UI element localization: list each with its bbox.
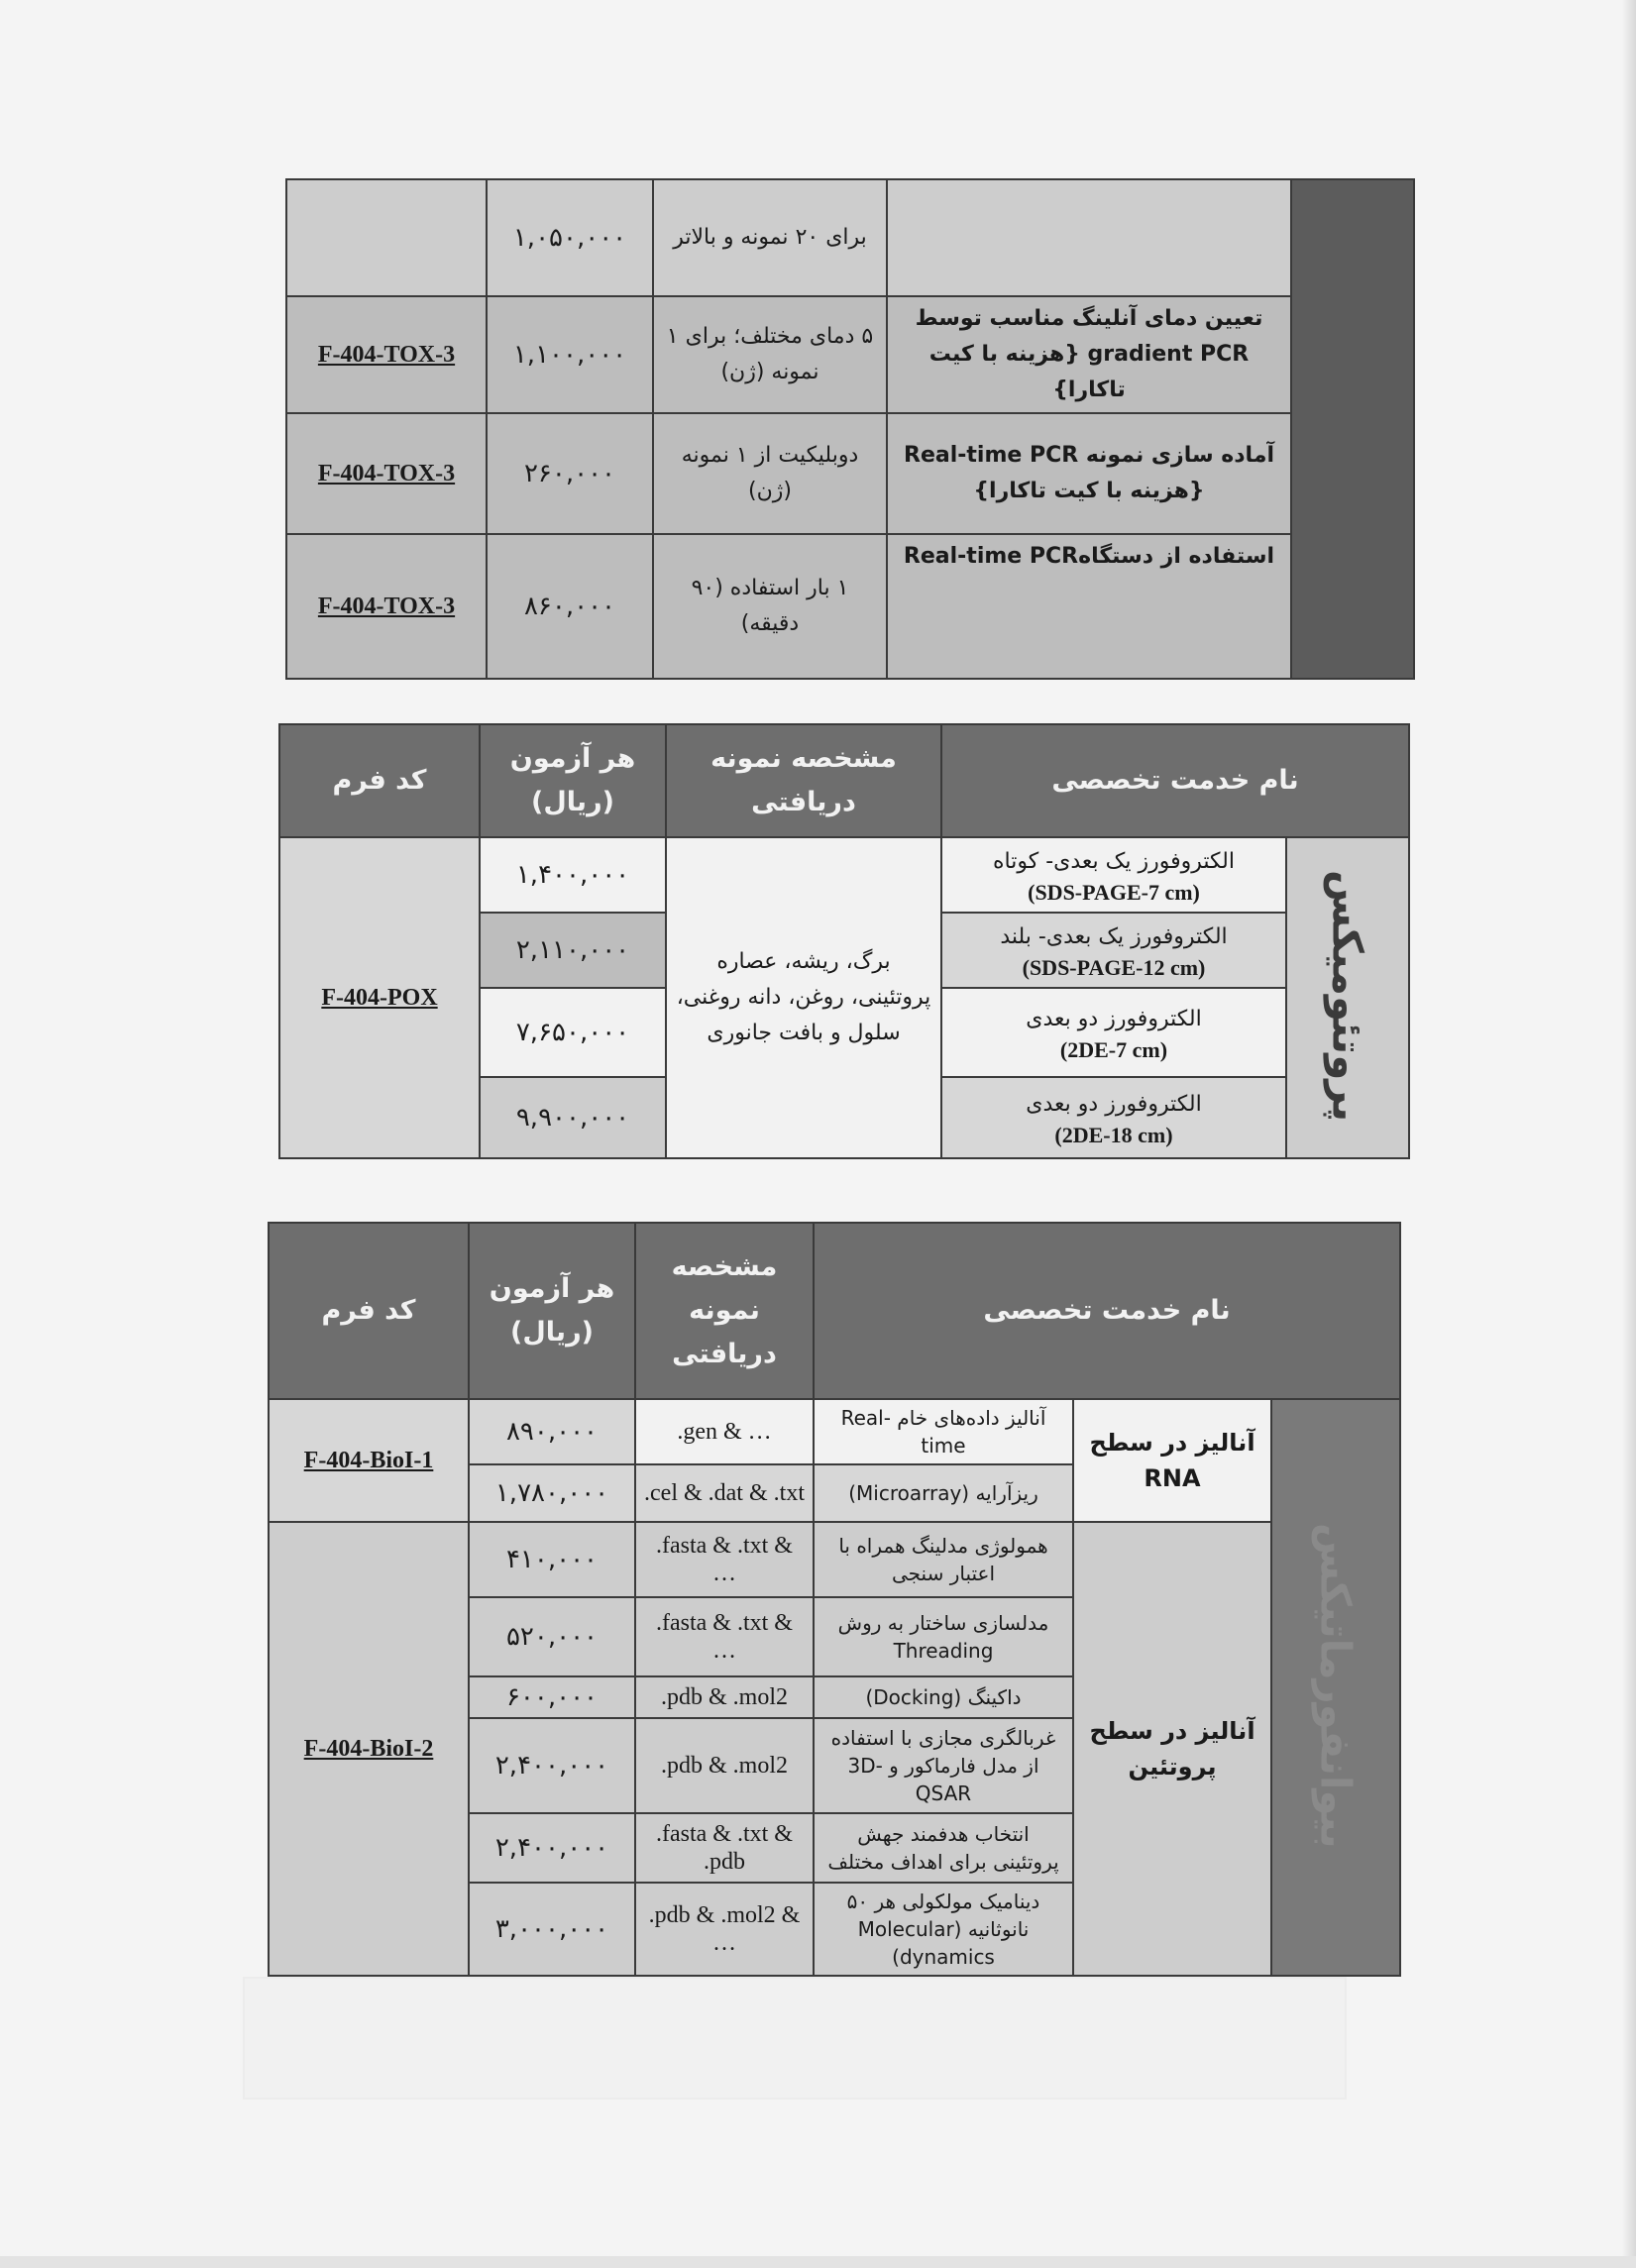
header-service: نام خدمت تخصصی bbox=[941, 724, 1409, 837]
service-name: الکتروفورز دو بعدی bbox=[1026, 1007, 1202, 1031]
sample-spec: .pdb & .mol2 bbox=[635, 1676, 814, 1718]
service-code: (SDS-PAGE-7 cm) bbox=[1028, 880, 1200, 905]
sample-spec: .gen & … bbox=[635, 1399, 814, 1464]
bottom-edge bbox=[0, 2256, 1636, 2268]
service-cell bbox=[941, 1077, 1286, 1158]
service-code: (SDS-PAGE-12 cm) bbox=[1022, 955, 1206, 980]
service-name: الکتروفورز دو بعدی bbox=[1026, 1092, 1202, 1117]
form-code: F-404-TOX-3 bbox=[286, 534, 487, 679]
form-code bbox=[286, 179, 487, 296]
price: ۲,۴۰۰,۰۰۰ bbox=[469, 1718, 635, 1813]
table-row bbox=[286, 413, 1414, 534]
service-name: تعیین دمای آنلینگ مناسب توسط gradient PCR {هزینه با کیت تاکارا} bbox=[887, 296, 1291, 413]
sample-spec: .cel & .dat & .txt bbox=[635, 1464, 814, 1522]
price: ۲,۱۱۰,۰۰۰ bbox=[480, 913, 666, 988]
header-sample: مشخصه نمونه دریافتی bbox=[666, 724, 941, 837]
table-row bbox=[279, 837, 1409, 913]
service-name: ریزآرایه (Microarray) bbox=[814, 1464, 1073, 1522]
sample-spec: ۱ بار استفاده (۹۰ دقیقه) bbox=[653, 534, 887, 679]
sample-spec: دوبلیکیت از ۱ نمونه (ژن) bbox=[653, 413, 887, 534]
form-code: F-404-BioI-1 bbox=[269, 1399, 469, 1522]
service-cell bbox=[941, 913, 1286, 988]
sample-spec: برای ۲۰ نمونه و بالاتر bbox=[653, 179, 887, 296]
price: ۹,۹۰۰,۰۰۰ bbox=[480, 1077, 666, 1158]
analysis-level: آنالیز در سطح RNA bbox=[1073, 1399, 1271, 1522]
service-name: الکتروفورز یک بعدی- کوتاه bbox=[993, 849, 1235, 874]
header-row bbox=[269, 1223, 1400, 1399]
table-row bbox=[286, 179, 1414, 296]
category-label: پروتئومیکس bbox=[1323, 869, 1372, 1123]
price: ۱,۴۰۰,۰۰۰ bbox=[480, 837, 666, 913]
sample-spec: .pdb & .mol2 & … bbox=[635, 1883, 814, 1976]
service-name: دینامیک مولکولی هر ۵۰ نانوثانیه (Molecular dynamics) bbox=[814, 1883, 1073, 1976]
price: ۱,۷۸۰,۰۰۰ bbox=[469, 1464, 635, 1522]
service-name: غربالگری مجازی با استفاده از مدل فارماکور و 3D-QSAR bbox=[814, 1718, 1073, 1813]
category-label: بیوانفورماتیکس bbox=[1311, 1522, 1361, 1849]
analysis-level: آنالیز در سطح پروتئین bbox=[1073, 1522, 1271, 1976]
proteomics-table bbox=[278, 723, 1410, 1159]
header-price: هر آزمون (ریال) bbox=[480, 724, 666, 837]
sample-spec: .fasta & .txt & … bbox=[635, 1522, 814, 1597]
table-row bbox=[269, 1522, 1400, 1597]
service-name bbox=[887, 179, 1291, 296]
price: ۲,۴۰۰,۰۰۰ bbox=[469, 1813, 635, 1883]
header-form-code: کد فرم bbox=[269, 1223, 469, 1399]
price: ۱,۰۵۰,۰۰۰ bbox=[487, 179, 653, 296]
price: ۵۲۰,۰۰۰ bbox=[469, 1597, 635, 1676]
category-side-cell bbox=[1291, 179, 1414, 679]
service-code: (2DE-18 cm) bbox=[1054, 1123, 1173, 1147]
service-name: داکینگ (Docking) bbox=[814, 1676, 1073, 1718]
price: ۸۹۰,۰۰۰ bbox=[469, 1399, 635, 1464]
sample-spec: .fasta & .txt & … bbox=[635, 1597, 814, 1676]
table-row bbox=[286, 534, 1414, 679]
price: ۱,۱۰۰,۰۰۰ bbox=[487, 296, 653, 413]
service-name: آنالیز داده‌های خام Real-time bbox=[814, 1399, 1073, 1464]
table-row bbox=[286, 296, 1414, 413]
header-price: هر آزمون (ریال) bbox=[469, 1223, 635, 1399]
price: ۷,۶۵۰,۰۰۰ bbox=[480, 988, 666, 1077]
sample-spec: برگ، ریشه، عصاره پروتئینی، روغن، دانه روغنی، سلول و بافت جانوری bbox=[666, 837, 941, 1158]
header-sample: مشخصه نمونه دریافتی bbox=[635, 1223, 814, 1399]
sample-spec: .fasta & .txt & .pdb bbox=[635, 1813, 814, 1883]
form-code: F-404-TOX-3 bbox=[286, 413, 487, 534]
sample-spec: .pdb & .mol2 bbox=[635, 1718, 814, 1813]
service-name: آماده سازی نمونه Real-time PCR {هزینه با کیت تاکارا} bbox=[887, 413, 1291, 534]
category-side-cell bbox=[1271, 1399, 1400, 1976]
service-cell bbox=[941, 988, 1286, 1077]
header-service: نام خدمت تخصصی bbox=[814, 1223, 1400, 1399]
price: ۸۶۰,۰۰۰ bbox=[487, 534, 653, 679]
service-name: استفاده از دستگاهReal-time PCR bbox=[887, 534, 1291, 679]
category-side-cell bbox=[1286, 837, 1409, 1158]
price: ۲۶۰,۰۰۰ bbox=[487, 413, 653, 534]
bioinformatics-table bbox=[268, 1222, 1401, 1977]
bleed-through-box bbox=[243, 1977, 1347, 2100]
form-code: F-404-TOX-3 bbox=[286, 296, 487, 413]
form-code: F-404-BioI-2 bbox=[269, 1522, 469, 1976]
price: ۴۱۰,۰۰۰ bbox=[469, 1522, 635, 1597]
form-code: F-404-POX bbox=[279, 837, 480, 1158]
service-cell bbox=[941, 837, 1286, 913]
header-form-code: کد فرم bbox=[279, 724, 480, 837]
scan-edge bbox=[1622, 0, 1636, 2268]
service-name: انتخاب هدفمند جهش پروتئینی برای اهداف مختلف bbox=[814, 1813, 1073, 1883]
price: ۶۰۰,۰۰۰ bbox=[469, 1676, 635, 1718]
sample-spec: ۵ دمای مختلف؛ برای ۱ نمونه (ژن) bbox=[653, 296, 887, 413]
service-name: مدلسازی ساختار به روش Threading bbox=[814, 1597, 1073, 1676]
toxicology-table bbox=[285, 178, 1415, 680]
header-row bbox=[279, 724, 1409, 837]
service-name: الکتروفورز یک بعدی- بلند bbox=[1000, 924, 1228, 949]
service-code: (2DE-7 cm) bbox=[1059, 1037, 1168, 1062]
service-name: همولوژی مدلینگ همراه با اعتبار سنجی bbox=[814, 1522, 1073, 1597]
table-row bbox=[269, 1399, 1400, 1464]
price: ۳,۰۰۰,۰۰۰ bbox=[469, 1883, 635, 1976]
